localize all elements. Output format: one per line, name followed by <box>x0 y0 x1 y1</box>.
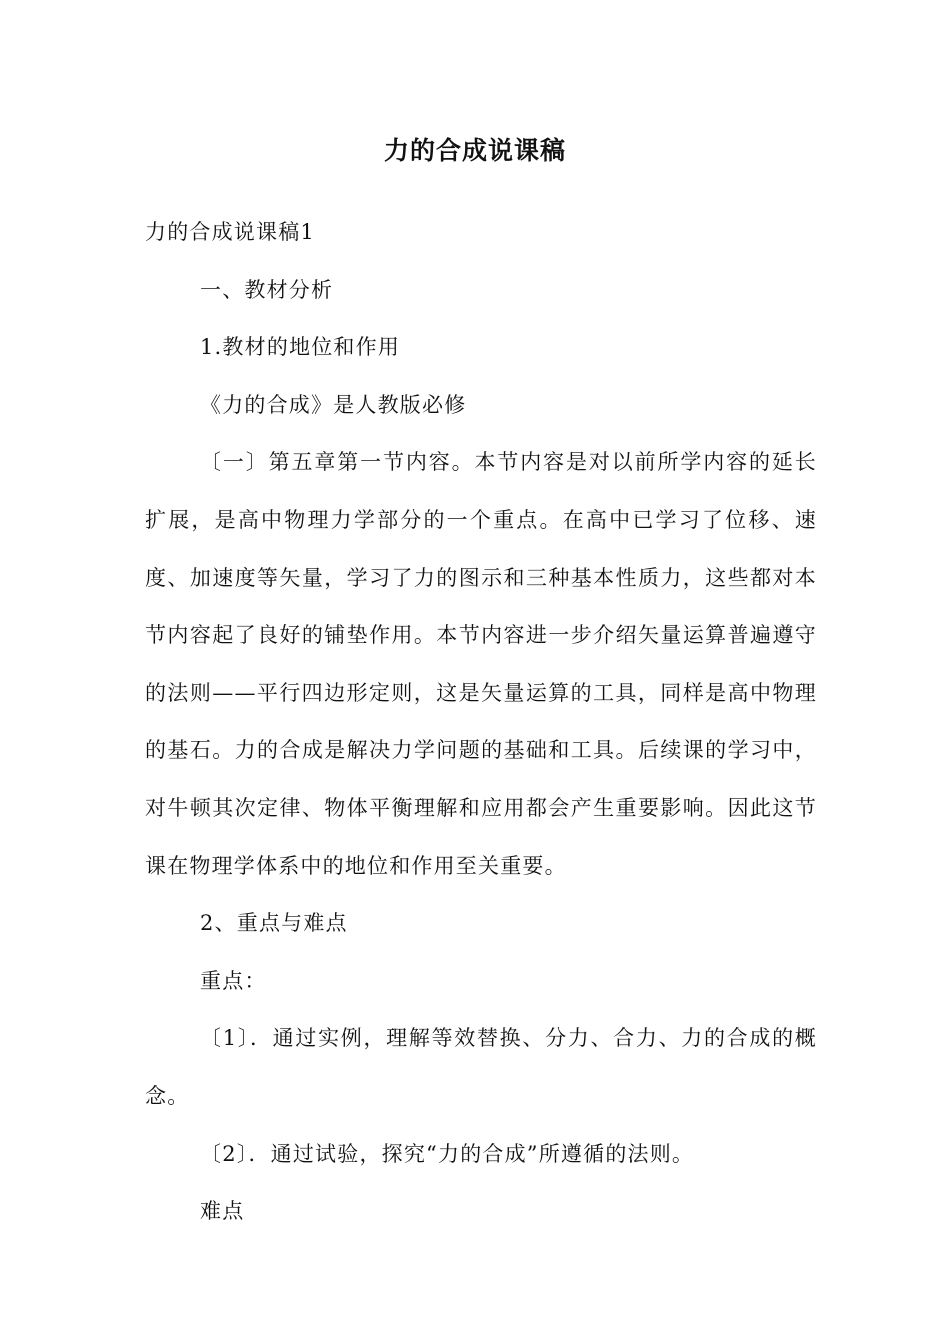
paragraph-difficulty-label: 难点 <box>200 1199 245 1224</box>
paragraph-textbook-intro: 《力的合成》是人教版必修 <box>200 392 467 417</box>
paragraph-key-point-2: 〔2〕．通过试验，探究“力的合成”所遵循的法则。 <box>200 1141 695 1166</box>
document-body <box>145 204 817 1241</box>
paragraph-textbook-analysis: 一、教材分析 <box>200 277 334 302</box>
paragraph-key-point-1: 〔1〕．通过实例，理解等效替换、分力、合力、力的合成的概念。 <box>145 1026 817 1108</box>
document-title: 力的合成说课稿 <box>383 136 566 165</box>
paragraph-section-heading: 力的合成说课稿1 <box>145 220 315 244</box>
paragraph-role-heading: 1.教材的地位和作用 <box>200 335 401 360</box>
paragraph-chapter-content: 〔一〕第五章第一节内容。本节内容是对以前所学内容的延长扩展，是高中物理力学部分的一个重点。在高中已学习了位移、速度、加速度等矢量，学习了力的图示和三种基本性质力，这些都对本节内容起了良好的铺垫作用。本节内容进一步介绍矢量运算普遍遵守的法则——平行四边形定则，这是矢量运算的工具，同样是高中物理的基石。力的合成是解决力学问题的基础和工具。后续课的学习中，对牛顿其次定律、物体平衡理解和应用都会产生重要影响。因此这节课在物理学体系中的地位和作用至关重要。 <box>145 450 817 878</box>
paragraph-key-points-label: 重点： <box>200 968 267 993</box>
paragraph-key-points-heading: 2、重点与难点 <box>200 911 348 936</box>
